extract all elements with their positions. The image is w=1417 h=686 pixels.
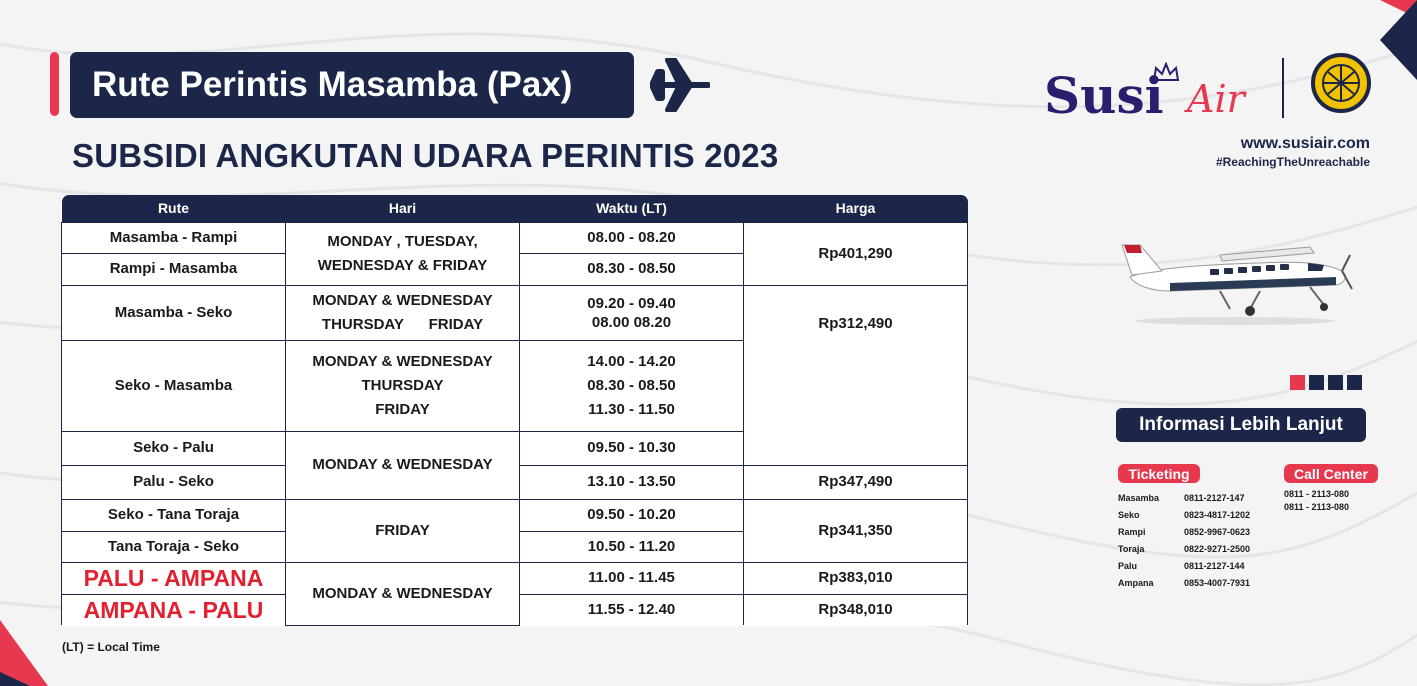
- time-line: 09.20 - 09.40: [587, 294, 676, 312]
- phone: 0823-4817-1202: [1184, 510, 1251, 520]
- table-row: [62, 499, 968, 531]
- footnote-local-time: (LT) = Local Time: [62, 640, 160, 654]
- time-line: 14.00 - 14.20: [587, 352, 676, 370]
- days-cell: MONDAY & WEDNESDAY: [286, 562, 520, 625]
- list-item: [1118, 578, 1250, 595]
- ticketing-list: [1118, 493, 1250, 595]
- days-line: MONDAY & WEDNESDAY: [312, 291, 493, 309]
- time-cell: 11.55 - 12.40: [520, 594, 744, 625]
- route-cell-highlight: PALU - AMPANA: [62, 562, 286, 594]
- city: Toraja: [1118, 544, 1145, 554]
- time-cell: 11.00 - 11.45: [520, 562, 744, 594]
- list-item: [1118, 561, 1250, 578]
- days-line: WEDNESDAY & FRIDAY: [317, 256, 488, 274]
- call-center-number: 0811 - 2113-080: [1284, 489, 1350, 499]
- time-line: 08.00 08.20: [591, 313, 672, 331]
- price-cell: Rp401,290: [744, 222, 968, 285]
- list-item: [1118, 493, 1250, 510]
- website-url: www.susiair.com: [1240, 135, 1370, 152]
- table-row: [62, 285, 968, 340]
- brand-name-susi: Susi: [1044, 66, 1164, 125]
- table-header-row: [62, 195, 968, 222]
- price-cell: Rp383,010: [744, 562, 968, 594]
- crown-icon: [1152, 62, 1180, 82]
- call-center-list: [1284, 489, 1349, 515]
- ticketing-label: Ticketing: [1118, 464, 1200, 483]
- table-row: [62, 222, 968, 253]
- tagline: #ReachingTheUnreachable: [1215, 155, 1370, 169]
- list-item: [1118, 510, 1250, 527]
- city: Palu: [1118, 561, 1138, 571]
- city: Rampi: [1118, 527, 1146, 537]
- time-cell: [520, 285, 744, 340]
- route-cell: Palu - Seko: [62, 465, 286, 499]
- phone: 0822-9271-2500: [1184, 544, 1251, 554]
- days-cell: [286, 340, 520, 431]
- list-item: [1118, 527, 1250, 544]
- phone: 0811-2127-147: [1184, 493, 1245, 503]
- days-cell: [286, 285, 520, 340]
- phone: 0852-9967-0623: [1184, 527, 1251, 537]
- days-cell: FRIDAY: [286, 499, 520, 562]
- phone: 0811-2127-144: [1184, 561, 1245, 571]
- days-cell: MONDAY & WEDNESDAY: [286, 431, 520, 499]
- days-line: MONDAY & WEDNESDAY: [312, 352, 493, 370]
- time-cell: [520, 340, 744, 431]
- city: Masamba: [1118, 493, 1160, 503]
- title-accent-bar: [50, 52, 59, 116]
- time-cell: 08.30 - 08.50: [520, 253, 744, 285]
- route-cell: Masamba - Seko: [62, 285, 286, 340]
- price-cell: Rp341,350: [744, 499, 968, 562]
- header-days: Hari: [286, 195, 520, 222]
- days-line: THURSDAY: [361, 376, 444, 394]
- dot-active: [1290, 375, 1305, 390]
- days-cell: [286, 222, 520, 285]
- dot: [1347, 375, 1362, 390]
- price-cell: Rp312,490: [744, 285, 968, 465]
- route-cell-highlight: AMPANA - PALU: [62, 594, 286, 625]
- pagination-dots: [1290, 375, 1362, 390]
- logo-divider: [1282, 58, 1284, 118]
- dot: [1309, 375, 1324, 390]
- info-heading: Informasi Lebih Lanjut: [1116, 408, 1366, 442]
- airplane-icon: [650, 58, 710, 112]
- time-cell: 09.50 - 10.20: [520, 499, 744, 531]
- route-cell: Seko - Masamba: [62, 340, 286, 431]
- page-title: Rute Perintis Masamba (Pax): [92, 65, 573, 104]
- days-line: MONDAY , TUESDAY,: [327, 232, 478, 250]
- route-cell: Seko - Palu: [62, 431, 286, 465]
- header-route: Rute: [62, 195, 286, 222]
- page-subtitle: SUBSIDI ANGKUTAN UDARA PERINTIS 2023: [72, 137, 779, 174]
- brand-name-air: Air: [1187, 77, 1245, 121]
- route-cell: Seko - Tana Toraja: [62, 499, 286, 531]
- aircraft-illustration: [1110, 225, 1360, 325]
- price-cell: Rp347,490: [744, 465, 968, 499]
- list-item: [1118, 544, 1250, 561]
- days-line: FRIDAY: [375, 400, 430, 418]
- title-banner: [70, 52, 634, 118]
- call-center-number: 0811 - 2113-080: [1284, 502, 1350, 512]
- time-cell: 09.50 - 10.30: [520, 431, 744, 465]
- time-cell: 10.50 - 11.20: [520, 531, 744, 562]
- header-time: Waktu (LT): [520, 195, 744, 222]
- table-row: [62, 562, 968, 594]
- price-cell: Rp348,010: [744, 594, 968, 625]
- phone: 0853-4007-7931: [1184, 578, 1251, 588]
- route-cell: Tana Toraja - Seko: [62, 531, 286, 562]
- schedule-table: [61, 195, 968, 626]
- days-line: THURSDAY FRIDAY: [321, 315, 484, 333]
- city: Seko: [1118, 510, 1140, 520]
- city: Ampana: [1118, 578, 1154, 588]
- susi-air-logo: [1044, 58, 1374, 128]
- time-line: 11.30 - 11.50: [588, 400, 675, 418]
- route-cell: Masamba - Rampi: [62, 222, 286, 253]
- time-cell: 08.00 - 08.20: [520, 222, 744, 253]
- dot: [1328, 375, 1343, 390]
- call-center-label: Call Center: [1284, 464, 1378, 483]
- header-price: Harga: [744, 195, 968, 222]
- schedule-table-container: [61, 195, 967, 626]
- ministry-emblem-icon: [1310, 52, 1372, 114]
- time-cell: 13.10 - 13.50: [520, 465, 744, 499]
- time-line: 08.30 - 08.50: [587, 376, 676, 394]
- corner-decoration-bottom-left: [0, 620, 70, 686]
- route-cell: Rampi - Masamba: [62, 253, 286, 285]
